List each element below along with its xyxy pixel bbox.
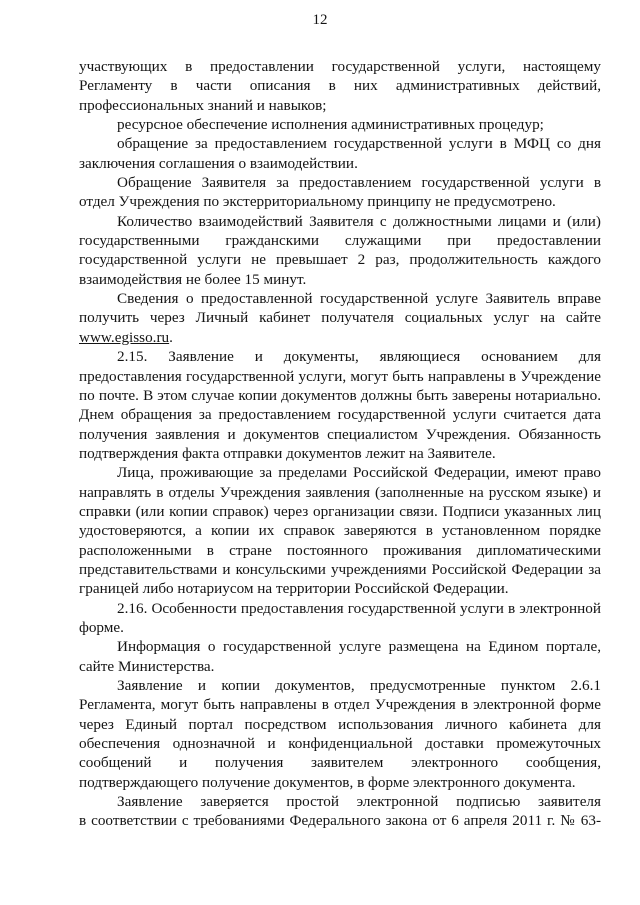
text-line: подтверждающего получение документов, в форме электронного документа.	[79, 773, 576, 791]
text-line: 2.15. Заявление и документы, являющиеся основанием для	[117, 348, 601, 366]
text-line: Заявление и копии документов, предусмотренные пунктом 2.6.1	[117, 677, 601, 694]
text-line: Лица, проживающие за пределами Российской Федерации, имеют право	[117, 464, 601, 482]
text-line: предоставления государственной услуги, могут быть направлены в Учреждение	[79, 367, 601, 385]
paragraph	[79, 599, 601, 638]
paragraph	[79, 173, 601, 212]
text-line: обращение за предоставлением государственной услуги в МФЦ со дня	[117, 135, 601, 153]
text-line: отдел Учреждения по экстерриториальному принципу не предусмотрено.	[79, 193, 556, 211]
text-line: по почте. В этом случае копии документов должны быть заверены нотариально.	[79, 386, 601, 404]
text-line: взаимодействия не более 15 минут.	[79, 270, 307, 288]
text-line: границей либо нотариусом на территории Российской Федерации.	[79, 580, 509, 598]
text-line: расположенными в стране постоянного проживания дипломатическими	[79, 541, 601, 559]
text-line: получить через Личный кабинет получателя социальных услуг на сайте	[79, 309, 601, 327]
text-line: 2.16. Особенности предоставления государственной услуги в электронной	[117, 599, 601, 617]
text-line: Количество взаимодействий Заявителя с должностными лицами и (или)	[117, 212, 601, 230]
text-line: профессиональных знаний и навыков;	[79, 96, 327, 114]
page-number: 12	[312, 12, 328, 28]
text-line: получения заявления и документов специалистом Учреждения. Обязанность	[79, 425, 601, 443]
paragraph	[79, 676, 601, 792]
text-line: Днем обращения за предоставлением государственной услуги считается дата	[79, 406, 601, 424]
text-line: справки (или копии справок) через организации связи. Подписи указанных лиц	[79, 502, 601, 520]
text-line: участвующих в предоставлении государственной услуги, настоящему	[79, 58, 601, 75]
text-line: направлять в отделы Учреждения заявления (заполненные на русском языке) и	[79, 483, 601, 501]
text-line: форме.	[79, 618, 124, 636]
paragraph	[79, 637, 601, 676]
text-line: ресурсное обеспечение исполнения административных процедур;	[117, 116, 544, 134]
text-line: Обращение Заявителя за предоставлением государственной услуги в	[117, 174, 601, 192]
text-line: через Единый портал посредством использования личного кабинета для	[79, 715, 601, 733]
text-line: удостоверяются, а копии их справок заверяются в установленном порядке	[79, 522, 601, 540]
text-line: Заявление заверяется простой электронной подписью заявителя	[117, 793, 601, 811]
paragraph	[79, 212, 601, 289]
text-line	[79, 328, 601, 347]
text-line: обеспечения однозначной и конфиденциальной доставки промежуточных	[79, 735, 601, 753]
text-line: государственными гражданскими служащими при предоставлении	[79, 232, 601, 250]
text-line: сайте Министерства.	[79, 657, 215, 675]
text-line: заключения соглашения о взаимодействии.	[79, 154, 358, 172]
text-line: сообщений и получения заявителем электронного сообщения,	[79, 754, 601, 772]
paragraph	[79, 115, 601, 134]
paragraph	[79, 463, 601, 598]
egisso-link[interactable]: www.egisso.ru	[79, 328, 170, 346]
paragraph	[79, 134, 601, 173]
text-line: подтверждения факта отправки документов лежит на Заявителе.	[79, 444, 496, 462]
text-line: в соответствии с требованиями Федерального закона от 6 апреля 2011 г. № 63-	[79, 812, 601, 830]
text-line: Регламента, могут быть направлены в отдел Учреждения в электронной форме	[79, 696, 601, 714]
text-line: государственной услуги не превышает 2 раз, продолжительность каждого	[79, 251, 601, 269]
paragraph	[79, 57, 601, 115]
text-line: Сведения о предоставленной государственной услуге Заявитель вправе	[117, 290, 601, 308]
document-body	[79, 57, 601, 831]
text-line: Регламенту в части описания в них административных действий,	[79, 77, 601, 95]
paragraph	[79, 347, 601, 463]
paragraph	[79, 792, 601, 831]
period: .	[169, 328, 173, 346]
text-line: Информация о государственной услуге размещена на Едином портале,	[117, 638, 601, 656]
paragraph	[79, 289, 601, 347]
text-line: представительствами и консульскими учреждениями Российской Федерации за	[79, 560, 601, 578]
